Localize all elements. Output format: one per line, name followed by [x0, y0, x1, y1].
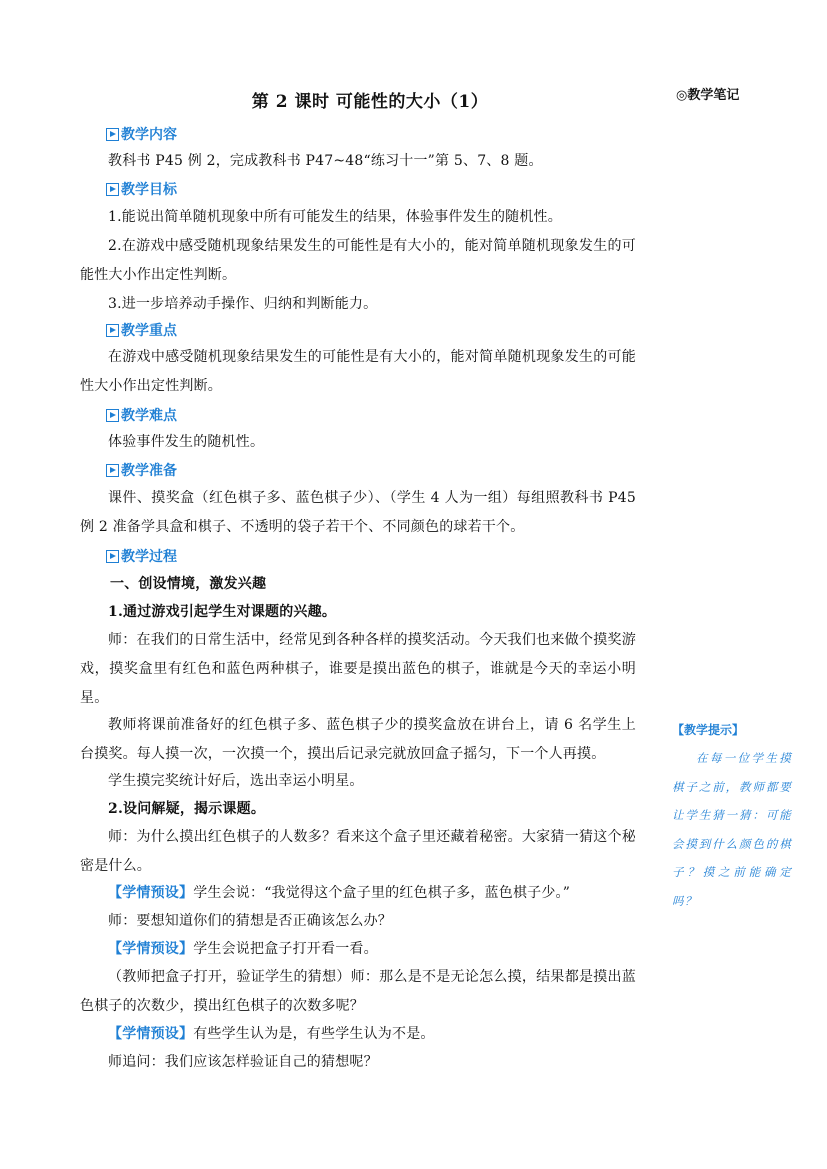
process-paragraph: 学生摸完奖统计好后，选出幸运小明星。 [108, 773, 364, 789]
preset-tag: 【学情预设】 [108, 885, 194, 901]
process-paragraph: 师：为什么摸出红色棋子的人数多？看来这个盒子里还藏着秘密。大家猜一猜这个秘密是什么。 [80, 829, 636, 874]
key-points-text: 在游戏中感受随机现象结果发生的可能性是有大小的，能对简单随机现象发生的可能性大小作出定性判断。 [80, 349, 636, 394]
section-heading-preparation: 教学准备 [106, 461, 177, 479]
play-icon [106, 464, 119, 477]
process-paragraph: 教师将课前准备好的红色棋子多、蓝色棋子少的摸奖盒放在讲台上，请 6 名学生上台摸奖。每人摸一次，一次摸一个，摸出后记录完就放回盒子摇匀，下一个人再摸。 [80, 717, 636, 762]
preset-paragraph: 【学情预设】有些学生认为是，有些学生认为不是。 [108, 1026, 435, 1042]
preset-paragraph: 【学情预设】学生会说把盒子打开看一看。 [108, 941, 378, 957]
process-part-title: 一、创设情境，激发兴趣 [110, 576, 267, 592]
goal-item: 3.进一步培养动手操作、归纳和判断能力。 [108, 296, 378, 312]
process-paragraph: 师追问：我们应该怎样验证自己的猜想呢？ [108, 1054, 378, 1070]
preset-tag: 【学情预设】 [108, 941, 194, 957]
preparation-text: 课件、摸奖盒（红色棋子多、蓝色棋子少）、（学生 4 人为一组）每组照教科书 P45 例 2 准备学具盒和棋子、不透明的袋子若干个、不同颜色的球若干个。 [80, 490, 636, 535]
section-heading-difficulties: 教学难点 [106, 406, 177, 424]
teaching-tip-title: 【教学提示】 [672, 723, 745, 737]
preset-tag: 【学情预设】 [108, 1026, 194, 1042]
notes-header: ◎教学笔记 [676, 88, 740, 103]
goal-item: 1.能说出简单随机现象中所有可能发生的结果，体验事件发生的随机性。 [108, 209, 562, 225]
section-heading-process: 教学过程 [106, 547, 177, 565]
section-heading-content: 教学内容 [106, 125, 177, 143]
preset-paragraph: 【学情预设】学生会说：“我觉得这个盒子里的红色棋子多，蓝色棋子少。” [108, 885, 571, 901]
play-icon [106, 128, 119, 141]
teaching-tip-text: 在每一位学生摸棋子之前，教师都要让学生猜一猜：可能会摸到什么颜色的棋子？摸之前能确定吗？ [672, 751, 792, 908]
play-icon [106, 409, 119, 422]
section-heading-goals: 教学目标 [106, 180, 177, 198]
content-text: 教科书 P45 例 2，完成教科书 P47~48“练习十一”第 5、7、8 题。 [108, 153, 543, 169]
goal-item: 2.在游戏中感受随机现象结果发生的可能性是有大小的，能对简单随机现象发生的可能性大小作出定性判断。 [80, 238, 636, 283]
section-heading-key-points: 教学重点 [106, 321, 177, 339]
process-paragraph: （教师把盒子打开，验证学生的猜想）师：那么是不是无论怎么摸，结果都是摸出蓝色棋子的次数少，摸出红色棋子的次数多呢？ [80, 969, 636, 1014]
play-icon [106, 183, 119, 196]
difficulties-text: 体验事件发生的随机性。 [108, 434, 265, 450]
play-icon [106, 324, 119, 337]
page-title: 第 2 课时 可能性的大小（1） [251, 92, 489, 112]
process-paragraph: 师：要想知道你们的猜想是否正确该怎么办？ [108, 913, 392, 929]
process-paragraph: 师：在我们的日常生活中，经常见到各种各样的摸奖活动。今天我们也来做个摸奖游戏，摸奖盒里有红色和蓝色两种棋子，谁要是摸出蓝色的棋子，谁就是今天的幸运小明星。 [80, 632, 636, 706]
process-step-title: 1.通过游戏引起学生对课题的兴趣。 [108, 604, 337, 620]
process-step-title: 2.设问解疑，揭示课题。 [108, 801, 266, 817]
play-icon [106, 550, 119, 563]
